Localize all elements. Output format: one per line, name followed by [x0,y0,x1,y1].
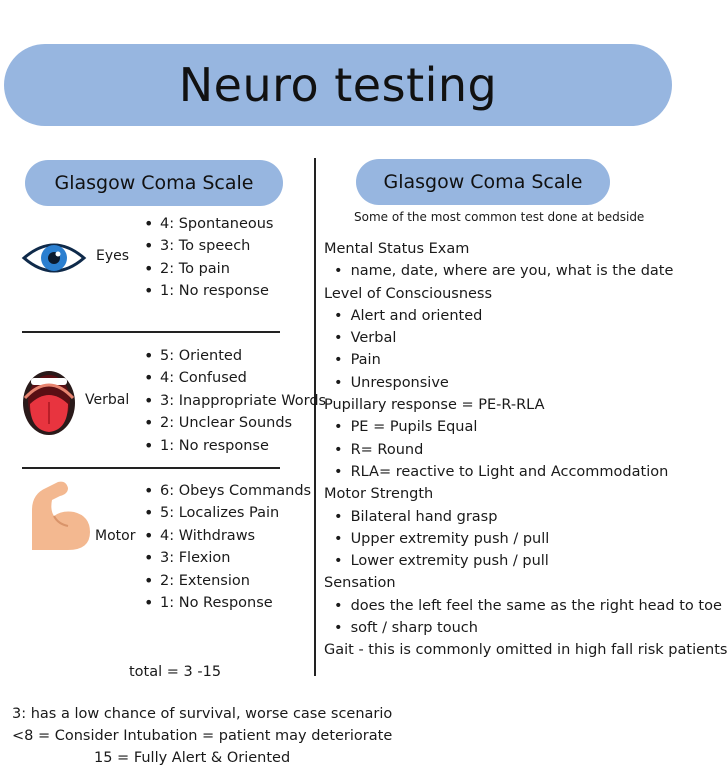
right-header-label: Glasgow Coma Scale [383,171,583,193]
list-item: • PE = Pupils Equal [334,419,478,436]
list-item: • 2: Unclear Sounds [144,412,326,434]
eyes-list [144,213,274,303]
left-section-header [25,160,283,206]
section-heading: Mental Status Exam [324,241,470,257]
list-item: • name, date, where are you, what is the date [334,263,674,280]
list-item: • 1: No Response [144,592,311,614]
left-header-label: Glasgow Coma Scale [54,172,254,194]
list-item: • 5: Oriented [144,345,326,367]
eye-icon [22,236,86,280]
note-line: <8 = Consider Intubation = patient may deteriorate [12,728,393,744]
eyes-label: Eyes [96,248,130,264]
note-line: 15 = Fully Alert & Oriented [94,750,291,766]
section-heading: Gait - this is commonly omitted in high fall risk patients [324,642,727,659]
list-item: • Pain [334,352,381,369]
list-item: • 2: To pain [144,258,274,280]
list-item: • Upper extremity push / pull [334,530,550,547]
right-subtitle: Some of the most common test done at bedside [354,210,645,224]
total-score: total = 3 -15 [129,664,222,680]
list-item: • 4: Spontaneous [144,213,274,235]
motor-label: Motor [95,528,136,544]
section-heading: Pupillary response = PE-R-RLA [324,397,545,414]
list-item: • R= Round [334,441,424,458]
section-heading: Motor Strength [324,486,434,503]
list-item: • Lower extremity push / pull [334,553,549,570]
verbal-list [144,345,326,457]
section-divider [22,467,280,469]
list-item: • 3: Flexion [144,547,311,569]
motor-list [144,480,311,614]
bedside-tests [324,238,727,662]
section-heading: Level of Consciousness [324,285,493,302]
list-item: • does the left feel the same as the right head to toe [334,597,722,614]
list-item: • soft / sharp touch [334,620,478,637]
title-banner [4,44,672,126]
list-item: • RLA= reactive to Light and Accommodation [334,463,669,480]
section-divider [22,331,280,333]
note-line: 3: has a low chance of survival, worse case scenario [12,706,393,722]
list-item: • 2: Extension [144,570,311,592]
list-item: • 4: Withdraws [144,525,311,547]
page-title: Neuro testing [178,58,498,112]
right-section-header [356,159,610,205]
list-item: • 1: No response [144,280,274,302]
list-item: • 1: No response [144,435,326,457]
list-item: • Alert and oriented [334,307,483,324]
verbal-label: Verbal [85,392,130,408]
section-heading: Sensation [324,575,396,592]
list-item: • Bilateral hand grasp [334,508,498,525]
list-item: • 5: Localizes Pain [144,502,311,524]
list-item: • 3: Inappropriate Words [144,390,326,412]
list-item: • 4: Confused [144,367,326,389]
mouth-icon [22,368,76,438]
list-item: • 6: Obeys Commands [144,480,311,502]
list-item: • 3: To speech [144,235,274,257]
list-item: • Unresponsive [334,374,449,391]
list-item: • Verbal [334,330,397,347]
flexed-arm-icon [28,480,94,552]
